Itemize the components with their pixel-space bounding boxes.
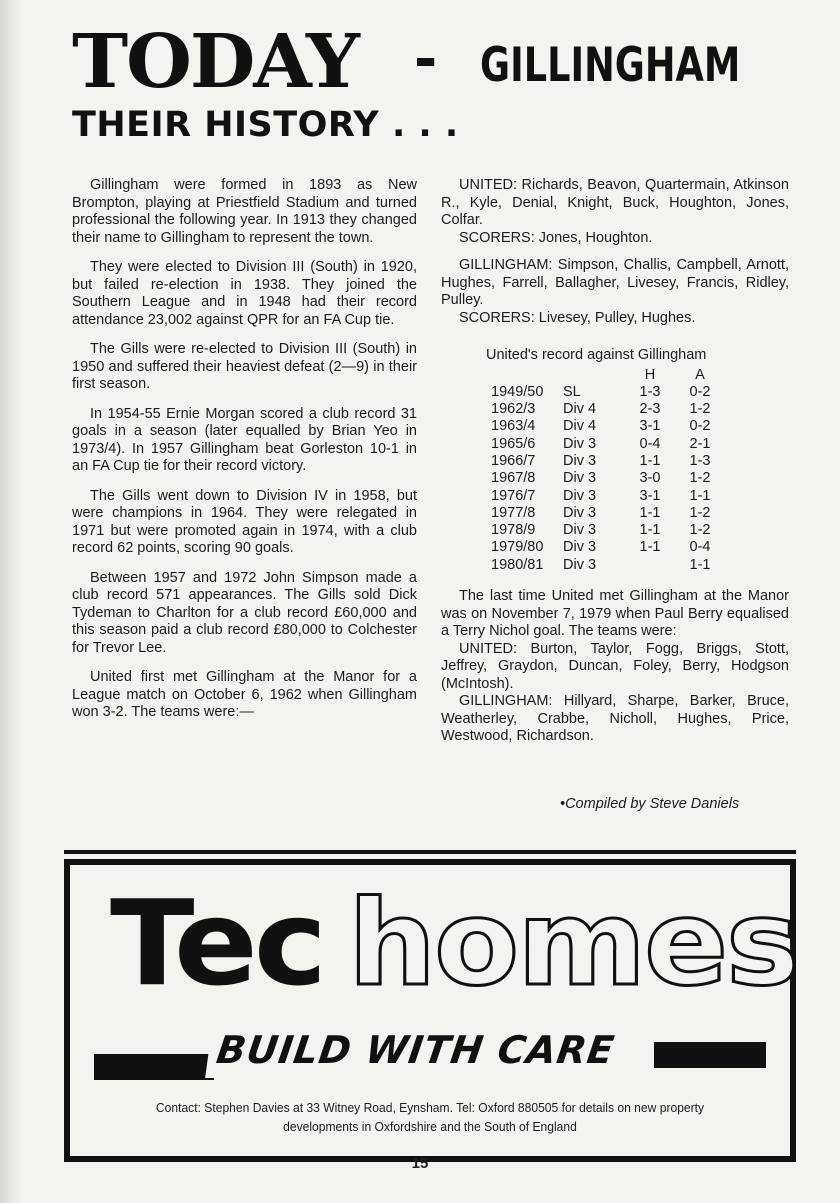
record-cell-division: Div 3: [563, 522, 597, 539]
history-paragraph: The Gills were re-elected to Division III (South) in 1950 and suffered their heaviest defeat (2—9) in their first season.: [72, 341, 417, 392]
history-paragraph: The Gills went down to Division IV in 1958, but were champions in 1964. They were relegated in 1971 but were promoted again in 1974, with a club record 62 points, scoring 90 goals.: [72, 487, 417, 556]
record-row: [491, 418, 725, 435]
page-number: 15: [411, 1155, 429, 1172]
record-cell-away: 0-4: [689, 539, 711, 556]
record-cell-away: 1-1: [689, 556, 711, 573]
record-cell-division: Div 3: [563, 470, 597, 487]
record-col-home: H: [644, 366, 656, 383]
record-cell-season: 1965/6: [491, 435, 536, 452]
record-cell-season: 1978/9: [491, 522, 536, 539]
record-cell-away: 0-2: [689, 383, 711, 400]
compiler-credit: •Compiled by Steve Daniels: [560, 796, 740, 812]
record-cell-season: 1967/8: [491, 470, 536, 487]
record-cell-division: Div 4: [563, 401, 597, 418]
slogan-bar-left: [94, 1054, 214, 1080]
record-cell-away: 1-2: [689, 470, 711, 487]
record-cell-season: 1962/3: [491, 401, 536, 418]
united-scorers-1962: SCORERS: Jones, Houghton.: [459, 229, 653, 246]
headline-today: TODAY: [72, 19, 358, 105]
record-cell-home: 1-1: [639, 452, 661, 469]
record-row: [491, 488, 725, 505]
record-cell-division: Div 3: [563, 504, 597, 521]
record-cell-away: 2-1: [689, 435, 711, 452]
record-cell-division: SL: [563, 383, 581, 400]
record-cell-home: 1-1: [639, 539, 661, 556]
record-cell-division: Div 3: [563, 539, 597, 556]
slogan-banner: [94, 1020, 766, 1082]
record-cell-away: 1-1: [689, 487, 711, 504]
advert-slogan: BUILD WITH CARE: [205, 1022, 626, 1078]
record-cell-home: 3-0: [639, 470, 661, 487]
record-cell-home: 2-3: [639, 401, 661, 418]
gillingham-team-1962: GILLINGHAM: Simpson, Challis, Campbell, Arnott, Hughes, Farrell, Ballagher, Livesey, Francis, Ridley, Pulley.: [441, 257, 789, 308]
headline-dash: -: [414, 27, 438, 92]
history-paragraph: United first met Gillingham at the Manor for a League match on October 6, 1962 when Gillingham won 3-2. The teams were:—: [72, 669, 417, 720]
united-team-1979: UNITED: Burton, Taylor, Fogg, Briggs, Stott, Jeffrey, Graydon, Duncan, Foley, Berry, Hodgson (McIntosh).: [441, 640, 789, 692]
gillingham-scorers-1962: SCORERS: Livesey, Pulley, Hughes.: [459, 309, 696, 326]
record-cell-division: Div 3: [563, 435, 597, 452]
record-cell-home: 1-3: [639, 383, 661, 400]
record-cell-division: Div 3: [563, 452, 597, 469]
gillingham-team-1979: GILLINGHAM: Hillyard, Sharpe, Barker, Bruce, Weatherley, Crabbe, Nicholl, Hughes, Price, Westwood, Richardson.: [441, 693, 789, 745]
contact-line-1: Contact: Stephen Davies at 33 Witney Road, Eynsham. Tel: Oxford 880505 for details on new property: [155, 1100, 705, 1115]
techomes-advert: [64, 859, 796, 1162]
record-cell-away: 1-3: [689, 452, 711, 469]
record-header-row: [491, 367, 725, 384]
brand-homes: homes: [348, 874, 798, 1012]
record-cell-season: 1949/50: [491, 383, 544, 400]
headline-club-name: GILLINGHAM: [480, 38, 741, 93]
record-cell-season: 1963/4: [491, 418, 536, 435]
history-paragraph: In 1954-55 Ernie Morgan scored a club record 31 goals in a season (later equalled by Brian Yeo in 1973/4). In 1957 Gillingham beat Gorleston 10-1 in an FA Cup tie for their record victory.: [72, 405, 417, 474]
record-cell-division: Div 3: [563, 556, 597, 573]
record-cell-home: 1-1: [639, 504, 661, 521]
record-cell-away: 0-2: [689, 418, 711, 435]
record-cell-home: 0-4: [639, 435, 661, 452]
match-details-column: [441, 177, 789, 746]
united-team-1962: UNITED: Richards, Beavon, Quartermain, Atkinson R., Kyle, Denial, Knight, Buck, Houghton, Jones, Colfar.: [441, 177, 789, 228]
page-binding-edge: [0, 0, 22, 1203]
history-paragraph: Between 1957 and 1972 John Simpson made a club record 571 appearances. The Gills sold Dick Tydeman to Charlton for a club record £60,000 and this season paid a club record £80,000 to Colchester for Trevor Lee.: [72, 569, 417, 656]
record-row: [491, 436, 725, 453]
record-cell-season: 1980/81: [491, 556, 544, 573]
record-cell-home: 3-1: [639, 418, 661, 435]
advert-contact: [114, 1098, 746, 1136]
record-row: [491, 557, 725, 574]
record-cell-away: 1-2: [689, 522, 711, 539]
page-headline: [72, 19, 792, 105]
record-row: [491, 453, 725, 470]
record-col-away: A: [695, 366, 705, 383]
record-cell-away: 1-2: [689, 401, 711, 418]
record-cell-home: 3-1: [639, 487, 661, 504]
history-paragraph: Gillingham were formed in 1893 as New Brompton, playing at Priestfield Stadium and turned professional the following year. In 1913 they changed their name to Gillingham to represent the town.: [72, 177, 417, 246]
record-row: [491, 539, 725, 556]
brand-tec: Tec: [110, 874, 323, 1012]
record-cell-season: 1977/8: [491, 504, 536, 521]
record-cell-season: 1966/7: [491, 452, 536, 469]
record-row: [491, 401, 725, 418]
record-cell-season: 1979/80: [491, 539, 544, 556]
advert-logo: [110, 874, 798, 1012]
history-paragraph: They were elected to Division III (South) in 1920, but failed re-election in 1938. They joined the Southern League and in 1948 had their record attendance 23,002 against QPR for an FA Cup tie.: [72, 259, 417, 328]
contact-line-2: developments in Oxfordshire and the South of England: [283, 1119, 577, 1134]
history-column: [72, 177, 417, 734]
record-title: United's record against Gillingham: [486, 347, 707, 363]
divider-rule: [64, 850, 796, 854]
record-row: [491, 384, 725, 401]
section-subtitle: THEIR HISTORY . . .: [72, 105, 459, 145]
record-row: [491, 522, 725, 539]
record-row: [491, 470, 725, 487]
record-row: [491, 505, 725, 522]
record-cell-season: 1976/7: [491, 487, 536, 504]
record-cell-away: 1-2: [689, 504, 711, 521]
record-cell-home: 1-1: [639, 522, 661, 539]
record-table: [491, 367, 725, 575]
advert-panel: [70, 865, 798, 1156]
slogan-bar-right: [654, 1042, 766, 1068]
record-cell-division: Div 4: [563, 418, 597, 435]
record-cell-division: Div 3: [563, 487, 597, 504]
last-meeting-intro: The last time United met Gillingham at the Manor was on November 7, 1979 when Paul Berry equalised a Terry Nichol goal. The teams were:: [441, 588, 789, 640]
record-cell-home: [625, 557, 675, 574]
